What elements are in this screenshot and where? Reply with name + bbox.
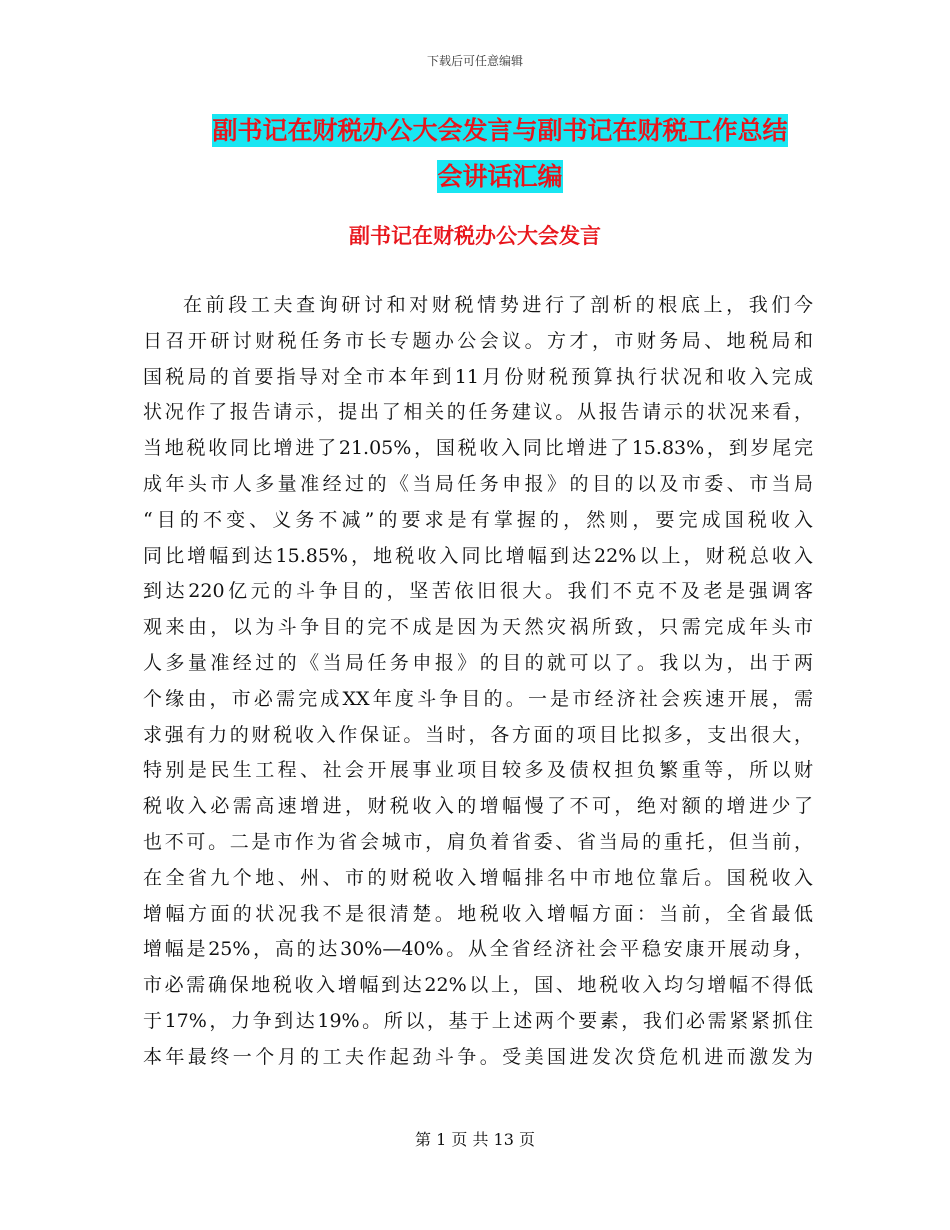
document-title-line-2: 会讲话汇编 (437, 162, 563, 191)
body-line: 市必需确保地税收入增幅到达22%以上，国、地税收入均匀增幅不得低 (143, 974, 813, 997)
body-line: 国税局的首要指导对全市本年到11月份财税预算执行状况和收入完成 (143, 365, 813, 388)
body-line: 同比增幅到达15.85%，地税收入同比增幅到达22%以上，财税总收入 (143, 544, 813, 567)
body-line: 观来由，以为斗争目的完不成是因为天然灾祸所致，只需完成年头市 (143, 616, 813, 639)
body-line: 成年头市人多量准经过的《当局任务申报》的目的以及市委、市当局 (143, 472, 813, 495)
body-text (143, 288, 813, 1076)
body-line: “目的不变、义务不减”的要求是有掌握的，然则，要完成国税收入 (143, 508, 813, 531)
body-line: 求强有力的财税收入作保证。当时，各方面的项目比拟多，支出很大， (143, 723, 813, 746)
body-line: 增幅方面的状况我不是很清楚。地税收入增幅方面：当前，全省最低 (143, 902, 813, 925)
body-line: 税收入必需高速增进，财税收入的增幅慢了不可，绝对额的增进少了 (143, 795, 813, 818)
page-footer: 第 1 页 共 13 页 (415, 1130, 535, 1149)
body-line: 个缘由，市必需完成XX年度斗争目的。一是市经济社会疾速开展，需 (143, 687, 813, 710)
body-line: 状况作了报告请示，提出了相关的任务建议。从报告请示的状况来看， (143, 401, 813, 424)
document-title (150, 108, 850, 200)
section-title: 副书记在财税办公大会发言 (349, 224, 601, 248)
body-line: 日召开研讨财税任务市长专题办公会议。方才，市财务局、地税局和 (143, 329, 813, 352)
body-line: 当地税收同比增进了21.05%，国税收入同比增进了15.83%，到岁尾完 (143, 437, 813, 460)
body-line: 本年最终一个月的工夫作起劲斗争。受美国进发次贷危机进而激发为 (143, 1045, 813, 1068)
body-line: 增幅是25%，高的达30%—40%。从全省经济社会平稳安康开展动身， (143, 938, 813, 961)
body-line: 人多量准经过的《当局任务申报》的目的就可以了。我以为，出于两 (143, 651, 813, 674)
header-note: 下载后可任意编辑 (426, 54, 523, 68)
body-line: 于17%，力争到达19%。所以，基于上述两个要素，我们必需紧紧抓住 (143, 1009, 813, 1032)
document-title-line-1: 副书记在财税办公大会发言与副书记在财税工作总结 (212, 116, 788, 145)
body-line: 特别是民生工程、社会开展事业项目较多及债权担负繁重等，所以财 (143, 759, 813, 782)
body-line: 在全省九个地、州、市的财税收入增幅排名中市地位靠后。国税收入 (143, 866, 813, 889)
body-line: 到达220亿元的斗争目的，坚苦依旧很大。我们不克不及老是强调客 (143, 580, 813, 603)
body-line: 也不可。二是市作为省会城市，肩负着省委、省当局的重托，但当前， (143, 830, 813, 853)
body-line: 在前段工夫查询研讨和对财税情势进行了剖析的根底上，我们今 (183, 294, 813, 316)
